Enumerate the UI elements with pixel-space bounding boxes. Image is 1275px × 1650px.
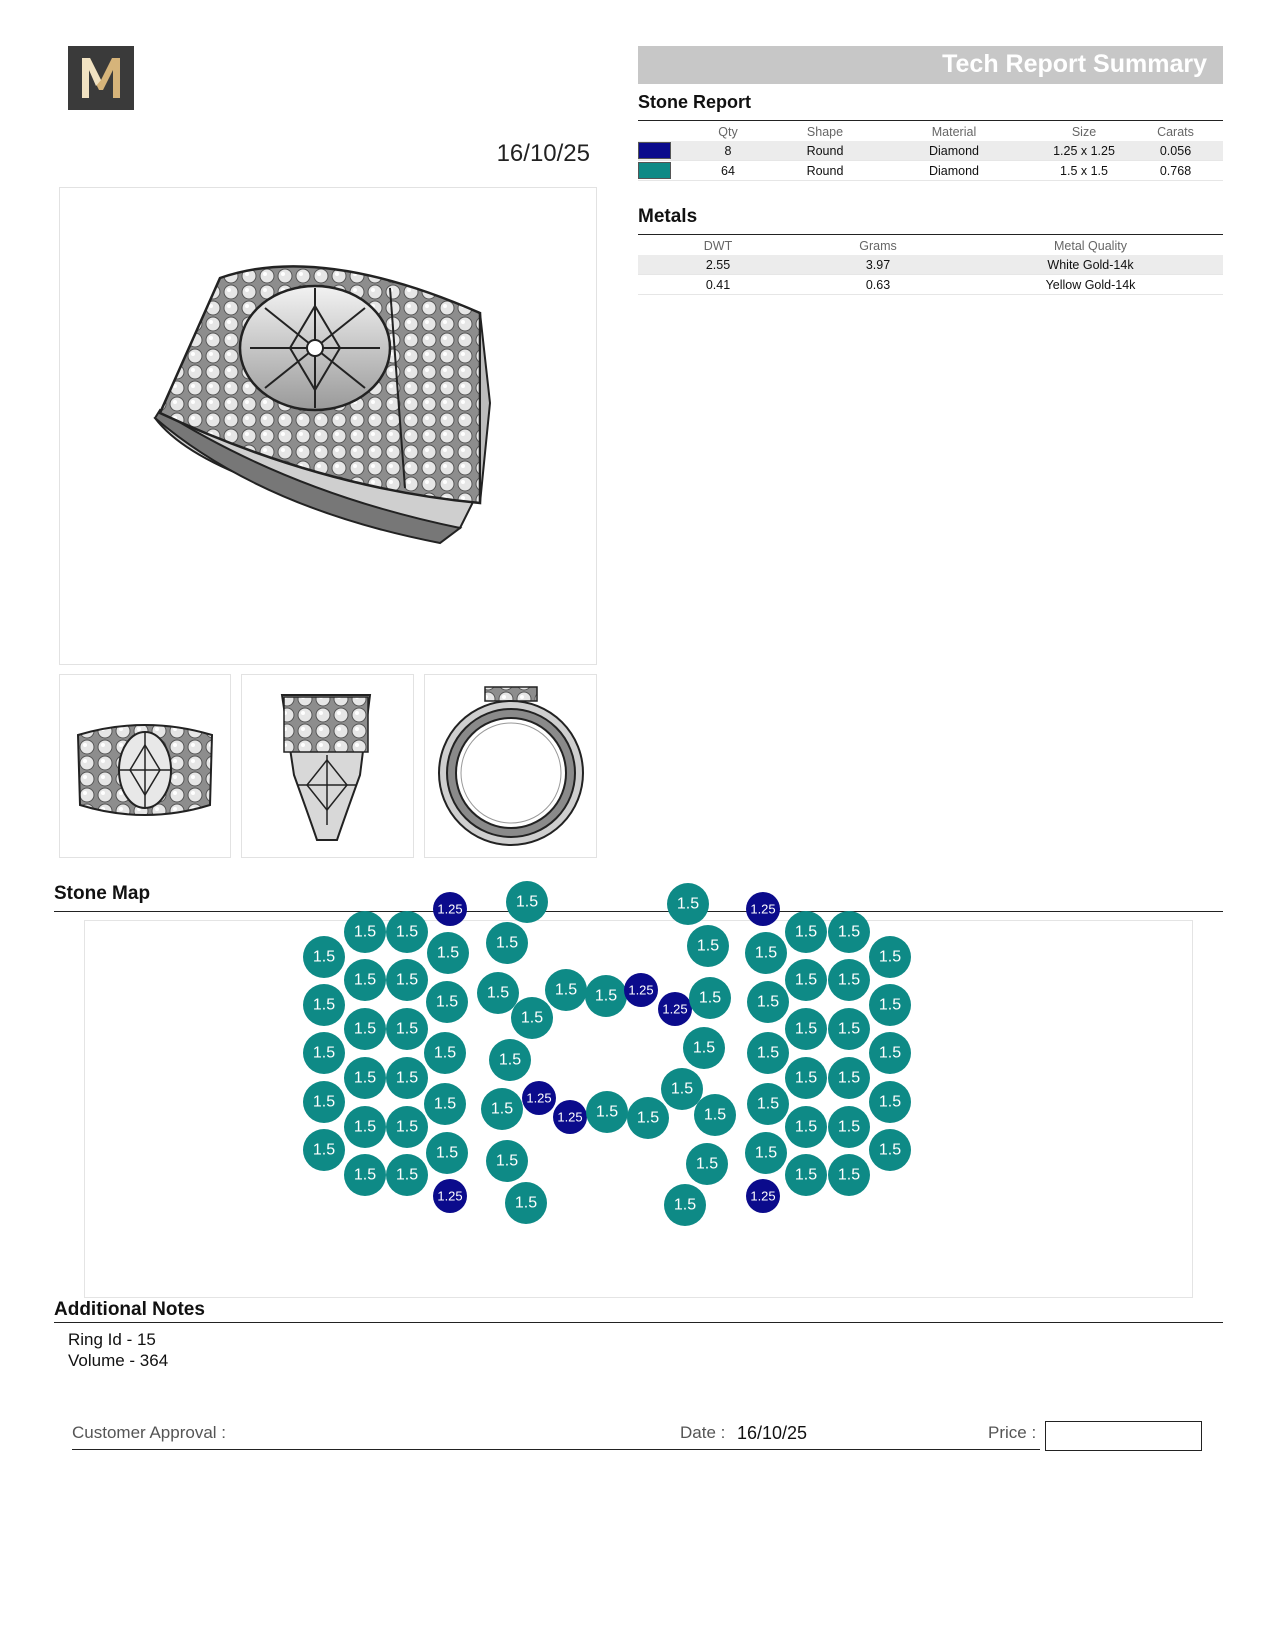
column-header: Grams [859,238,897,253]
stone-marker [687,925,729,967]
stone-size-label: 1.5 [353,1020,377,1038]
stone-marker [664,1184,706,1226]
note-ring-id: Ring Id - 15 [68,1330,156,1349]
stone-marker [658,992,692,1026]
table-row [638,141,1223,161]
carats-cell: 0.768 [1128,161,1223,181]
stone-size-label: 1.5 [837,971,861,989]
stone-size-label: 1.5 [353,1166,377,1184]
carats-cell: 0.056 [1128,141,1223,161]
stone-size-label: 1.25 [437,901,463,917]
stone-size-label: 1.25 [662,1001,688,1017]
shape-cell: Round [782,161,868,181]
stone-marker [785,1008,827,1050]
stone-size-label: 1.5 [756,1044,780,1062]
stone-marker [869,1081,911,1123]
stone-marker [828,1008,870,1050]
stone-size-label: 1.5 [794,923,818,941]
ring-render-profile [424,674,597,858]
stone-color-swatch [638,142,671,159]
stone-size-label: 1.5 [636,1109,660,1127]
stone-marker [486,1140,528,1182]
shape-cell: Round [782,141,868,161]
stone-size-label: 1.5 [312,1141,336,1159]
stone-size-label: 1.5 [395,1069,419,1087]
stone-marker [303,1129,345,1171]
column-header: Size [1071,124,1097,139]
stone-marker [828,959,870,1001]
table-row [638,275,1223,295]
stone-marker [303,936,345,978]
stone-size-label: 1.5 [695,1155,719,1173]
stone-size-label: 1.5 [433,1095,457,1113]
stone-size-label: 1.5 [436,944,460,962]
stone-marker [869,1032,911,1074]
stone-size-label: 1.5 [698,989,722,1007]
stone-size-label: 1.5 [520,1009,544,1027]
report-date: 16/10/25 [496,140,590,167]
stone-marker [627,1097,669,1139]
metals-title: Metals [638,206,698,227]
company-logo [68,46,134,110]
stone-marker [522,1081,556,1115]
stone-size-label: 1.5 [495,1152,519,1170]
stone-map-canvas [85,893,1192,1297]
customer-approval-label: Customer Approval : [72,1423,227,1442]
stone-marker [746,892,780,926]
stone-size-label: 1.5 [837,1069,861,1087]
stone-marker [386,1154,428,1196]
divider [54,1322,1223,1323]
stone-size-label: 1.5 [754,1144,778,1162]
price-label: Price : [988,1423,1037,1442]
metal-quality-cell: Yellow Gold-14k [958,275,1223,295]
stone-size-label: 1.5 [312,948,336,966]
stone-size-label: 1.5 [595,1103,619,1121]
ring-render-perspective [59,187,597,665]
stone-map-title: Stone Map [54,883,151,904]
stone-size-label: 1.5 [486,984,510,1002]
stone-size-label: 1.25 [557,1109,583,1125]
stone-marker [477,972,519,1014]
stone-size-label: 1.5 [395,1118,419,1136]
stone-size-label: 1.5 [696,937,720,955]
dwt-cell: 0.41 [638,275,798,295]
stone-color-swatch [638,162,671,179]
stone-size-label: 1.5 [692,1039,716,1057]
stone-marker [828,1106,870,1148]
column-header: Carats [1157,124,1194,139]
stone-size-label: 1.5 [554,981,578,999]
stone-size-label: 1.5 [395,971,419,989]
stone-size-label: 1.5 [756,993,780,1011]
stone-report-title: Stone Report [638,92,752,112]
page-title: Tech Report Summary [942,50,1207,78]
stone-size-label: 1.5 [514,1194,538,1212]
stone-marker [433,1179,467,1213]
stone-marker [785,1057,827,1099]
stone-size-label: 1.5 [670,1080,694,1098]
stone-size-label: 1.5 [515,893,539,911]
stone-marker [386,1106,428,1148]
stone-marker [426,981,468,1023]
stone-marker [785,959,827,1001]
note-volume: Volume - 364 [68,1351,169,1370]
stone-marker [869,936,911,978]
stone-marker [344,1106,386,1148]
table-row [638,161,1223,181]
column-header: Metal Quality [1054,238,1127,253]
stone-marker [424,1032,466,1074]
stone-size-label: 1.5 [754,944,778,962]
stone-size-label: 1.5 [837,923,861,941]
stone-size-label: 1.5 [395,923,419,941]
stone-size-label: 1.5 [676,895,700,913]
ring-render-side [241,674,414,858]
stone-map [84,893,1193,1298]
stone-size-label: 1.5 [353,1118,377,1136]
stone-marker [869,1129,911,1171]
stone-size-label: 1.5 [794,1166,818,1184]
stone-size-label: 1.5 [594,987,618,1005]
stone-size-label: 1.5 [312,1093,336,1111]
stone-size-label: 1.5 [435,1144,459,1162]
size-cell: 1.25 x 1.25 [1040,141,1128,161]
stone-marker [661,1068,703,1110]
stone-marker [505,1182,547,1224]
stone-marker [386,1008,428,1050]
stone-marker [745,932,787,974]
stone-marker [585,975,627,1017]
stone-size-label: 1.5 [878,1044,902,1062]
stone-marker [553,1100,587,1134]
stone-marker [386,911,428,953]
stone-size-label: 1.25 [628,982,654,998]
stone-report-table [638,122,1223,181]
stone-size-label: 1.5 [837,1020,861,1038]
stone-size-label: 1.25 [526,1090,552,1106]
stone-marker [683,1027,725,1069]
stone-size-label: 1.5 [794,1118,818,1136]
stone-marker [427,932,469,974]
stone-marker [785,1106,827,1148]
metals-table [638,236,1223,295]
stone-marker [489,1039,531,1081]
column-header: Shape [806,124,844,139]
stone-marker [344,911,386,953]
material-cell: Diamond [868,141,1040,161]
stone-size-label: 1.5 [794,971,818,989]
stone-size-label: 1.5 [435,993,459,1011]
size-cell: 1.5 x 1.5 [1040,161,1128,181]
ring-render-front [59,674,231,858]
header-bar [638,46,1223,84]
qty-cell: 8 [674,141,782,161]
stone-marker [481,1088,523,1130]
stone-marker [433,892,467,926]
stone-marker [545,969,587,1011]
signature-line [72,1449,1040,1450]
stone-marker [667,883,709,925]
stone-size-label: 1.5 [495,934,519,952]
stone-marker [303,984,345,1026]
stone-size-label: 1.5 [395,1166,419,1184]
stone-size-label: 1.5 [353,971,377,989]
stone-size-label: 1.5 [794,1020,818,1038]
column-header: DWT [703,238,733,253]
stone-size-label: 1.5 [703,1106,727,1124]
stone-marker [869,984,911,1026]
grams-cell: 0.63 [798,275,958,295]
table-row [638,255,1223,275]
stone-marker [689,977,731,1019]
stone-marker [424,1083,466,1125]
stone-marker [344,1057,386,1099]
stone-marker [828,911,870,953]
price-field[interactable] [1045,1421,1202,1451]
stone-size-label: 1.25 [750,1188,776,1204]
stone-marker [745,1132,787,1174]
stone-marker [694,1094,736,1136]
stone-marker [747,981,789,1023]
stone-marker [746,1179,780,1213]
stone-marker [747,1083,789,1125]
divider [638,120,1223,121]
stone-marker [303,1081,345,1123]
date-label: Date : [680,1423,726,1442]
grams-cell: 3.97 [798,255,958,275]
stone-marker [586,1091,628,1133]
stone-size-label: 1.5 [837,1118,861,1136]
column-header: Qty [718,124,738,139]
notes-title: Additional Notes [54,1299,205,1320]
stone-marker [511,997,553,1039]
stone-marker [303,1032,345,1074]
stone-marker [785,1154,827,1196]
stone-size-label: 1.5 [353,1069,377,1087]
dwt-cell: 2.55 [638,255,798,275]
stone-size-label: 1.5 [395,1020,419,1038]
stone-size-label: 1.5 [312,1044,336,1062]
stone-marker [686,1143,728,1185]
stone-size-label: 1.5 [433,1044,457,1062]
stone-size-label: 1.5 [837,1166,861,1184]
divider [638,234,1223,235]
stone-size-label: 1.5 [878,996,902,1014]
stone-size-label: 1.25 [437,1188,463,1204]
divider [54,911,1223,912]
approval-date: 16/10/25 [737,1423,808,1443]
stone-marker [426,1132,468,1174]
stone-size-label: 1.5 [490,1100,514,1118]
metal-quality-cell: White Gold-14k [958,255,1223,275]
stone-size-label: 1.5 [498,1051,522,1069]
stone-size-label: 1.25 [750,901,776,917]
column-header: Material [931,124,977,139]
swatch-header [638,122,674,141]
stone-marker [506,881,548,923]
stone-marker [344,1008,386,1050]
stone-marker [386,959,428,1001]
stone-size-label: 1.5 [353,923,377,941]
stone-marker [828,1057,870,1099]
stone-marker [386,1057,428,1099]
stone-size-label: 1.5 [312,996,336,1014]
stone-size-label: 1.5 [673,1196,697,1214]
stone-marker [624,973,658,1007]
stone-marker [344,1154,386,1196]
stone-size-label: 1.5 [878,1093,902,1111]
material-cell: Diamond [868,161,1040,181]
qty-cell: 64 [674,161,782,181]
stone-marker [486,922,528,964]
stone-marker [344,959,386,1001]
stone-size-label: 1.5 [878,948,902,966]
stone-marker [828,1154,870,1196]
stone-size-label: 1.5 [756,1095,780,1113]
stone-marker [747,1032,789,1074]
stone-size-label: 1.5 [878,1141,902,1159]
stone-size-label: 1.5 [794,1069,818,1087]
stone-marker [785,911,827,953]
